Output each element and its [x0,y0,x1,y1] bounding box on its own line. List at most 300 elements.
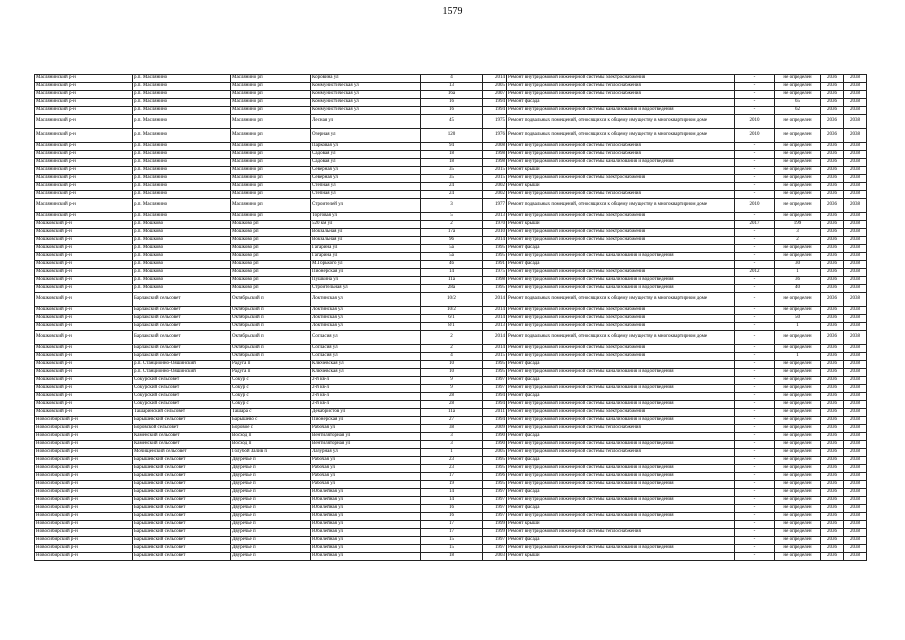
build-year-cell: 1994 [483,393,507,401]
settlement-cell: Сокур с [231,393,311,401]
plan-start-cell: 2036 [821,91,844,99]
street-cell: Строителей ул [311,199,421,213]
house-number-cell: 18 [421,159,483,167]
settlement-cell: Мошково рп [231,237,311,245]
last-repair-year-cell: - [735,293,775,307]
table-row [35,129,867,143]
plan-end-cell: 2038 [844,307,867,315]
last-repair-year-cell: - [735,441,775,449]
settlement-cell: Мошково рп [231,261,311,269]
district-cell: Маслянинский р-н [35,107,133,115]
build-year-cell: 2014 [483,331,507,345]
street-cell: Юбилейная ул [311,513,421,521]
plan-start-cell: 2036 [821,361,844,369]
repair-type-cell: Ремонт фасада [507,457,735,465]
municipality-cell: р.п. Мошково [133,237,231,245]
district-cell: Новосибирский р-н [35,521,133,529]
table-row [35,199,867,213]
settlement-cell: Октябрьский п [231,307,311,315]
wear-cell: не определен [775,199,821,213]
repair-type-cell: Ремонт крыши [507,553,735,561]
table-row [35,401,867,409]
repair-type-cell: Ремонт внутридомовой инженерной системы электроснабжения [507,175,735,183]
street-cell: Согласия ул [311,331,421,345]
build-year-cell: 1994 [483,99,507,107]
last-repair-year-cell: - [735,369,775,377]
municipality-cell: р.п. Маслянино [133,99,231,107]
plan-end-cell: 2038 [844,221,867,229]
last-repair-year-cell: - [735,159,775,167]
house-number-cell: 6/1 [421,315,483,323]
house-number-cell: 15 [421,545,483,553]
build-year-cell: 2011 [483,409,507,417]
plan-start-cell: 2036 [821,115,844,129]
plan-end-cell: 2038 [844,315,867,323]
table-row [35,545,867,553]
repair-type-cell: Ремонт фасада [507,393,735,401]
municipality-cell: р.п. Маслянино [133,199,231,213]
table-row [35,183,867,191]
repair-type-cell: Ремонт фасада [507,245,735,253]
wear-cell: не определен [775,401,821,409]
plan-start-cell: 2036 [821,545,844,553]
street-cell: Пушкина ул [311,277,421,285]
settlement-cell: Маслянино рп [231,183,311,191]
house-number-cell: 16 [421,513,483,521]
table-row [35,229,867,237]
repair-type-cell: Ремонт крыши [507,521,735,529]
street-cell: Юбилейная ул [311,545,421,553]
house-number-cell: 11а [421,409,483,417]
table-row [35,513,867,521]
settlement-cell: Мошково рп [231,229,311,237]
district-cell: Маслянинский р-н [35,159,133,167]
plan-end-cell: 2038 [844,191,867,199]
plan-end-cell: 2038 [844,245,867,253]
build-year-cell: 1977 [483,199,507,213]
wear-cell: 50 [775,315,821,323]
table-row [35,143,867,151]
last-repair-year-cell: - [735,229,775,237]
municipality-cell: р.п. Мошково [133,277,231,285]
house-number-cell: 2 [421,331,483,345]
street-cell: Строительная ул [311,285,421,293]
settlement-cell: Двуречье п [231,521,311,529]
settlement-cell: Радуга п [231,361,311,369]
house-number-cell: 16 [421,505,483,513]
wear-cell: 1 [775,269,821,277]
table-row [35,191,867,199]
street-cell: Локтинская ул [311,293,421,307]
plan-start-cell: 2036 [821,385,844,393]
plan-start-cell: 2036 [821,107,844,115]
municipality-cell: р.п. Маслянино [133,183,231,191]
street-cell: 2-й кв-л [311,401,421,409]
district-cell: Мошковский р-н [35,315,133,323]
house-number-cell: 11а [421,277,483,285]
street-cell: Северная ул [311,167,421,175]
street-cell: Юбилейная ул [311,529,421,537]
wear-cell: не определен [775,75,821,83]
repair-type-cell: Ремонт внутридомовой инженерной системы теплоснабжения [507,529,735,537]
build-year-cell: 1990 [483,433,507,441]
street-cell: Вокзальная ул [311,237,421,245]
plan-end-cell: 2038 [844,441,867,449]
plan-end-cell: 2038 [844,75,867,83]
table-row [35,237,867,245]
table-row [35,315,867,323]
house-number-cell: 10/2 [421,293,483,307]
last-repair-year-cell: - [735,521,775,529]
district-cell: Мошковский р-н [35,323,133,331]
street-cell: Рабочая ул [311,481,421,489]
house-number-cell: 18 [421,151,483,159]
street-cell: Степная ул [311,191,421,199]
street-cell: Коммунистическая ул [311,99,421,107]
district-cell: Новосибирский р-н [35,441,133,449]
district-cell: Маслянинский р-н [35,213,133,221]
build-year-cell: 1997 [483,489,507,497]
build-year-cell: 1994 [483,417,507,425]
plan-end-cell: 2038 [844,417,867,425]
settlement-cell: Двуречье п [231,553,311,561]
house-number-cell: 28 [421,401,483,409]
house-number-cell: 27 [421,417,483,425]
house-number-cell: 3 [421,441,483,449]
district-cell: Мошковский р-н [35,269,133,277]
settlement-cell: Октябрьский п [231,315,311,323]
repair-type-cell: Ремонт подвальных помещений, относящихся к общему имуществу в многоквартирном доме [507,331,735,345]
plan-start-cell: 2036 [821,409,844,417]
repair-type-cell: Ремонт внутридомовой инженерной системы канализования и водоотведения [507,369,735,377]
municipality-cell: р.п. Маслянино [133,151,231,159]
repair-type-cell: Ремонт фасада [507,361,735,369]
plan-end-cell: 2038 [844,293,867,307]
repair-type-cell: Ремонт внутридомовой инженерной системы электроснабжения [507,409,735,417]
build-year-cell: 2008 [483,143,507,151]
wear-cell: не определен [775,545,821,553]
build-year-cell: 2007 [483,91,507,99]
house-number-cell: 4 [421,75,483,83]
municipality-cell: р.п. Маслянино [133,167,231,175]
street-cell: 2-й кв-л [311,385,421,393]
plan-start-cell: 2036 [821,199,844,213]
repair-type-cell: Ремонт фасада [507,505,735,513]
municipality-cell: р.п. Мошково [133,245,231,253]
street-cell: 2-й кв-л [311,377,421,385]
last-repair-year-cell: - [735,545,775,553]
plan-start-cell: 2036 [821,331,844,345]
wear-cell: 40 [775,285,821,293]
repair-type-cell: Ремонт внутридомовой инженерной системы канализования и водоотведения [507,513,735,521]
municipality-cell: Боровской сельсовет [133,425,231,433]
repair-type-cell: Ремонт внутридомовой инженерной системы электроснабжения [507,315,735,323]
repair-type-cell: Ремонт внутридомовой инженерной системы электроснабжения [507,307,735,315]
street-cell: Парковая ул [311,143,421,151]
table-row [35,385,867,393]
house-number-cell: 19 [421,481,483,489]
plan-start-cell: 2036 [821,99,844,107]
settlement-cell: Голубой Залив п [231,449,311,457]
plan-end-cell: 2038 [844,513,867,521]
plan-start-cell: 2036 [821,167,844,175]
district-cell: Новосибирский р-н [35,553,133,561]
settlement-cell: Двуречье п [231,457,311,465]
settlement-cell: Маслянино рп [231,107,311,115]
last-repair-year-cell: - [735,393,775,401]
plan-start-cell: 2036 [821,529,844,537]
wear-cell: не определен [775,253,821,261]
house-number-cell: 23 [421,457,483,465]
house-number-cell: 10 [421,369,483,377]
plan-end-cell: 2038 [844,285,867,293]
settlement-cell: Мошково рп [231,269,311,277]
last-repair-year-cell: - [735,473,775,481]
street-cell: Декабристов ул [311,409,421,417]
repair-type-cell: Ремонт внутридомовой инженерной системы канализования и водоотведения [507,277,735,285]
repair-type-cell: Ремонт внутридомовой инженерной системы канализования и водоотведения [507,159,735,167]
last-repair-year-cell: - [735,285,775,293]
plan-start-cell: 2036 [821,345,844,353]
table-row [35,465,867,473]
build-year-cell: 1997 [483,513,507,521]
repair-type-cell: Ремонт внутридомовой инженерной системы канализования и водоотведения [507,417,735,425]
last-repair-year-cell: - [735,83,775,91]
last-repair-year-cell: - [735,261,775,269]
table-row [35,345,867,353]
settlement-cell: Октябрьский п [231,353,311,361]
plan-end-cell: 2038 [844,129,867,143]
build-year-cell: 1994 [483,401,507,409]
district-cell: Новосибирский р-н [35,497,133,505]
district-cell: Новосибирский р-н [35,425,133,433]
build-year-cell: 1975 [483,115,507,129]
plan-end-cell: 2038 [844,393,867,401]
plan-end-cell: 2038 [844,497,867,505]
build-year-cell: 1996 [483,473,507,481]
wear-cell: не определен [775,331,821,345]
wear-cell: не определен [775,537,821,545]
district-cell: Мошковский р-н [35,245,133,253]
settlement-cell: Маслянино рп [231,159,311,167]
plan-start-cell: 2036 [821,191,844,199]
municipality-cell: Барышевский сельсовет [133,513,231,521]
last-repair-year-cell: - [735,433,775,441]
house-number-cell: 2 [421,345,483,353]
district-cell: Мошковский р-н [35,353,133,361]
plan-start-cell: 2036 [821,261,844,269]
house-number-cell: 28а [421,285,483,293]
district-cell: Мошковский р-н [35,307,133,315]
plan-start-cell: 2036 [821,433,844,441]
house-number-cell: 3 [421,199,483,213]
street-cell: М.Горького ул [311,261,421,269]
municipality-cell: р.п. Маслянино [133,75,231,83]
house-number-cell: 120 [421,129,483,143]
repair-type-cell: Ремонт фасада [507,99,735,107]
repair-type-cell: Ремонт крыши [507,221,735,229]
build-year-cell: 2002 [483,191,507,199]
last-repair-year-cell: - [735,253,775,261]
plan-start-cell: 2036 [821,537,844,545]
plan-end-cell: 2038 [844,537,867,545]
build-year-cell: 1998 [483,159,507,167]
district-cell: Новосибирский р-н [35,465,133,473]
wear-cell: не определен [775,553,821,561]
plan-end-cell: 2038 [844,229,867,237]
last-repair-year-cell: - [735,191,775,199]
plan-end-cell: 2038 [844,553,867,561]
settlement-cell: Двуречье п [231,497,311,505]
page-number: 1579 [442,6,463,17]
district-cell: Маслянинский р-н [35,175,133,183]
municipality-cell: р.п. Маслянино [133,143,231,151]
municipality-cell: р.п. Мошково [133,229,231,237]
house-number-cell: 17а [421,229,483,237]
wear-cell: не определен [775,385,821,393]
table-row [35,377,867,385]
table-row [35,167,867,175]
district-cell: Новосибирский р-н [35,473,133,481]
plan-start-cell: 2036 [821,307,844,315]
plan-end-cell: 2038 [844,269,867,277]
municipality-cell: Барышевский сельсовет [133,545,231,553]
last-repair-year-cell: - [735,91,775,99]
plan-start-cell: 2036 [821,513,844,521]
plan-end-cell: 2038 [844,261,867,269]
settlement-cell: Сокур с [231,385,311,393]
last-repair-year-cell: - [735,245,775,253]
street-cell: Степная ул [311,183,421,191]
wear-cell: 65 [775,99,821,107]
house-number-cell: 13 [421,83,483,91]
house-number-cell: 5а [421,245,483,253]
repair-type-cell: Ремонт внутридомовой инженерной системы электроснабжения [507,323,735,331]
table-row [35,221,867,229]
settlement-cell: Маслянино рп [231,213,311,221]
district-cell: Мошковский р-н [35,221,133,229]
repair-type-cell: Ремонт фасада [507,537,735,545]
build-year-cell: 1991 [483,261,507,269]
municipality-cell: р.п. Станционно-Ояшинский [133,369,231,377]
district-cell: Новосибирский р-н [35,545,133,553]
municipality-cell: р.п. Мошково [133,253,231,261]
municipality-cell: р.п. Маслянино [133,115,231,129]
wear-cell: не определен [775,345,821,353]
district-cell: Мошковский р-н [35,331,133,345]
repair-type-cell: Ремонт фасада [507,261,735,269]
table-row [35,75,867,83]
municipality-cell: Барлакский сельсовет [133,315,231,323]
plan-end-cell: 2038 [844,481,867,489]
municipality-cell: р.п. Маслянино [133,91,231,99]
wear-cell: не определен [775,377,821,385]
municipality-cell: р.п. Мошково [133,221,231,229]
table-row [35,213,867,221]
last-repair-year-cell: - [735,167,775,175]
table-body [35,75,867,561]
repair-type-cell: Ремонт фасада [507,489,735,497]
last-repair-year-cell: - [735,513,775,521]
build-year-cell: 1999 [483,521,507,529]
plan-start-cell: 2036 [821,129,844,143]
table-row [35,245,867,253]
repair-type-cell: Ремонт внутридомовой инженерной системы электроснабжения [507,353,735,361]
settlement-cell: Радуга п [231,369,311,377]
build-year-cell: 1995 [483,465,507,473]
plan-end-cell: 2038 [844,151,867,159]
district-cell: Новосибирский р-н [35,433,133,441]
plan-end-cell: 2038 [844,369,867,377]
settlement-cell: Двуречье п [231,473,311,481]
repair-type-cell: Ремонт внутридомовой инженерной системы электроснабжения [507,75,735,83]
house-number-cell: 3 [421,433,483,441]
settlement-cell: Сокур с [231,377,311,385]
last-repair-year-cell: 2010 [735,199,775,213]
municipality-cell: р.п. Маслянино [133,107,231,115]
wear-cell: не определен [775,213,821,221]
wear-cell: не определен [775,83,821,91]
plan-end-cell: 2038 [844,331,867,345]
table-row [35,353,867,361]
municipality-cell: Сокурский сельсовет [133,385,231,393]
wear-cell: не определен [775,143,821,151]
house-number-cell: 17 [421,473,483,481]
street-cell: Торговая ул [311,213,421,221]
repair-type-cell: Ремонт внутридомовой инженерной системы канализования и водоотведения [507,401,735,409]
repair-type-cell: Ремонт внутридомовой инженерной системы канализования и водоотведения [507,285,735,293]
municipality-cell: Сокурский сельсовет [133,401,231,409]
wear-cell: не определен [775,457,821,465]
plan-start-cell: 2036 [821,253,844,261]
table-row [35,107,867,115]
build-year-cell: 1970 [483,221,507,229]
table-row [35,505,867,513]
plan-end-cell: 2038 [844,425,867,433]
plan-start-cell: 2036 [821,377,844,385]
municipality-cell: Барышевский сельсовет [133,497,231,505]
district-cell: Мошковский р-н [35,277,133,285]
wear-cell: не определен [775,441,821,449]
build-year-cell: 2014 [483,293,507,307]
plan-end-cell: 2038 [844,409,867,417]
repair-type-cell: Ремонт внутридомовой инженерной системы канализования и водоотведения [507,545,735,553]
repair-type-cell: Ремонт внутридомовой инженерной системы теплоснабжения [507,151,735,159]
street-cell: Садовая ул [311,159,421,167]
street-cell: Локтинская ул [311,323,421,331]
last-repair-year-cell: - [735,465,775,473]
last-repair-year-cell: - [735,99,775,107]
settlement-cell: Мошково рп [231,245,311,253]
last-repair-year-cell: - [735,75,775,83]
house-number-cell: 15 [421,537,483,545]
last-repair-year-cell: - [735,401,775,409]
wear-cell: 1 [775,323,821,331]
last-repair-year-cell: - [735,353,775,361]
municipality-cell: Барлакский сельсовет [133,307,231,315]
repair-type-cell: Ремонт внутридомовой инженерной системы теплоснабжения [507,425,735,433]
municipality-cell: Барлакский сельсовет [133,345,231,353]
plan-end-cell: 2038 [844,183,867,191]
build-year-cell: 2014 [483,237,507,245]
district-cell: Мошковский р-н [35,369,133,377]
municipality-cell: Барлакский сельсовет [133,293,231,307]
last-repair-year-cell: - [735,151,775,159]
municipality-cell: Барышевский сельсовет [133,529,231,537]
plan-end-cell: 2038 [844,199,867,213]
district-cell: Мошковский р-н [35,237,133,245]
build-year-cell: 1995 [483,369,507,377]
